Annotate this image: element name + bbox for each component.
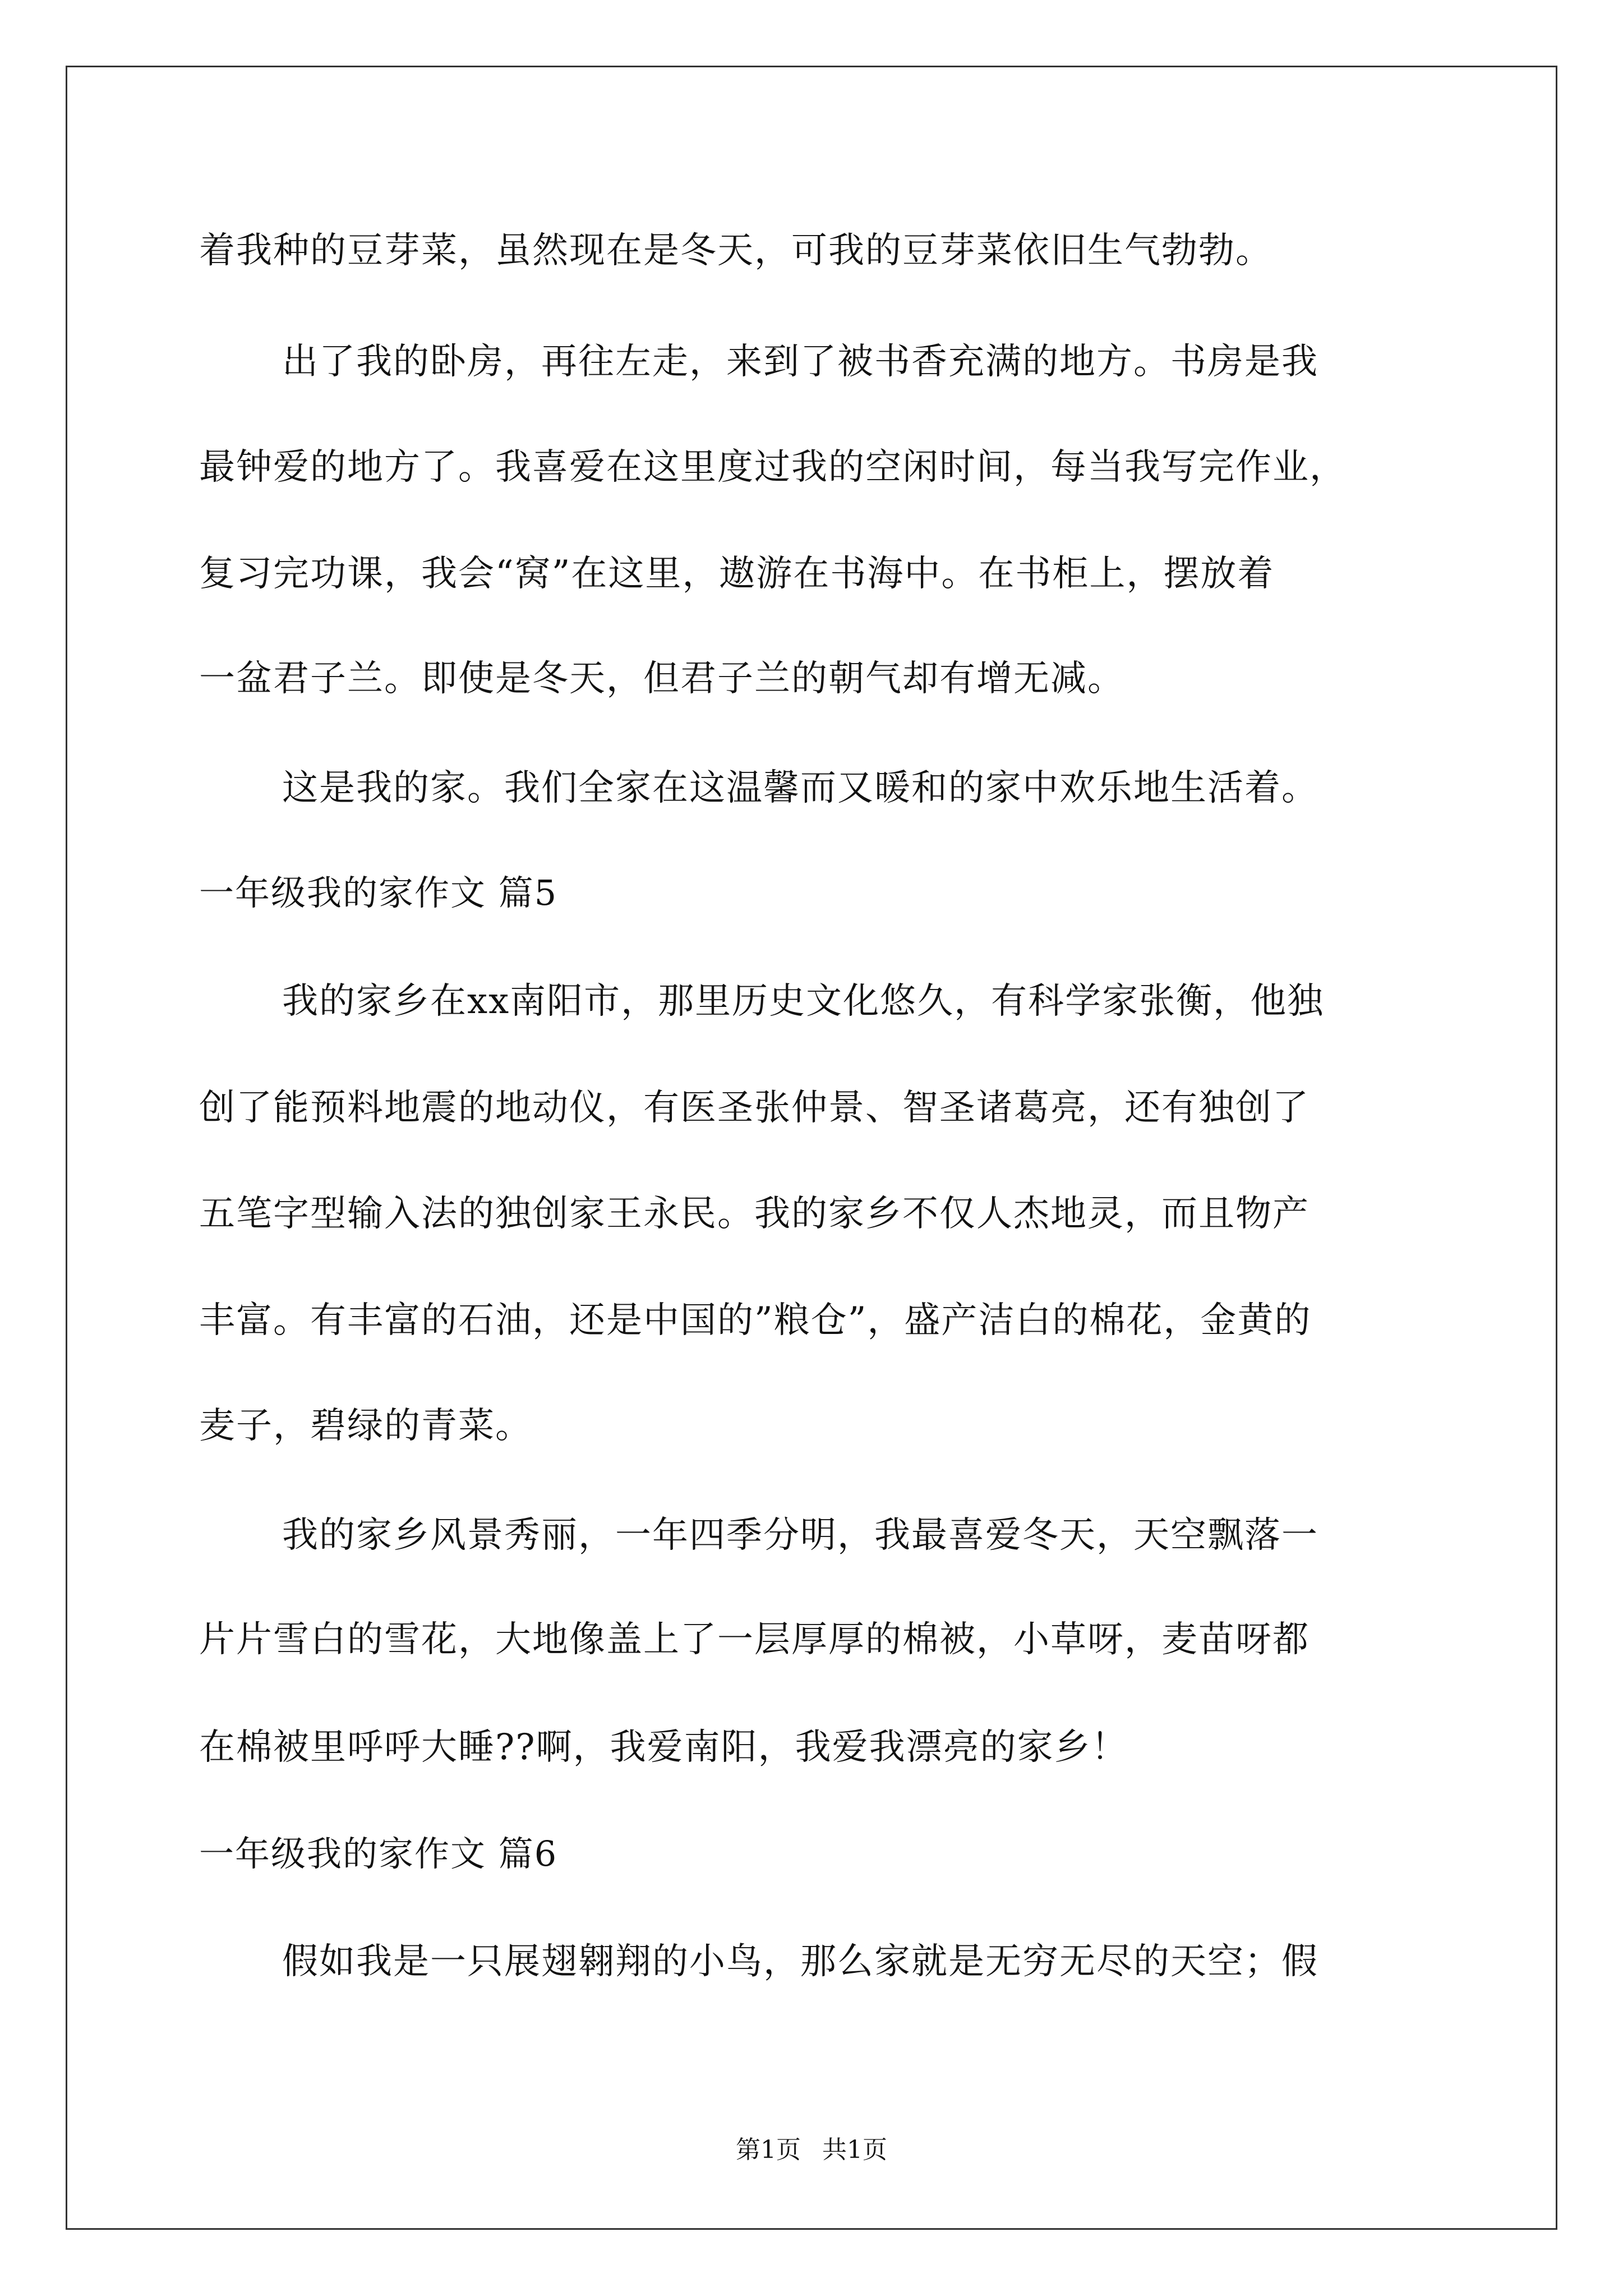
text-line-2: 出了我的卧房，再往左走，来到了被书香充满的地方。书房是我 <box>282 341 1318 383</box>
text-line-4: 复习完功课，我会“窝”在这里，遨游在书海中。在书柜上，摆放着 <box>199 553 1275 595</box>
page-number: 第1页 <box>736 2136 801 2164</box>
text-line-9: 创了能预料地震的地动仪，有医圣张仲景、智圣诸葛亮，还有独创了 <box>199 1087 1310 1129</box>
text-line-3: 最钟爱的地方了。我喜爱在这里度过我的空闲时间，每当我写完作业， <box>199 447 1347 488</box>
text-line-10: 五笔字型输入法的独创家王永民。我的家乡不仅人杰地灵，而且物产 <box>199 1193 1310 1235</box>
page-border <box>66 66 1557 2230</box>
section-heading-5: 一年级我的家作文 篇5 <box>199 872 558 913</box>
text-line-1: 着我种的豆芽菜，虽然现在是冬天，可我的豆芽菜依旧生气勃勃。 <box>199 230 1272 272</box>
page-total: 共1页 <box>822 2136 887 2164</box>
text-line-17: 假如我是一只展翅翱翔的小鸟，那么家就是无穷无尽的天空；假 <box>282 1941 1318 1982</box>
text-line-12: 麦子，碧绿的青菜。 <box>199 1405 532 1447</box>
text-line-13: 我的家乡风景秀丽，一年四季分明，我最喜爱冬天，天空飘落一 <box>282 1515 1318 1556</box>
text-line-6: 这是我的家。我们全家在这温馨而又暖和的家中欢乐地生活着。 <box>282 767 1318 809</box>
section-heading-6: 一年级我的家作文 篇6 <box>199 1833 558 1874</box>
text-line-5: 一盆君子兰。即使是冬天，但君子兰的朝气却有增无减。 <box>199 658 1124 700</box>
text-line-15: 在棉被里呼呼大睡??啊，我爱南阳，我爱我漂亮的家乡！ <box>199 1727 1128 1768</box>
text-line-14: 片片雪白的雪花，大地像盖上了一层厚厚的棉被，小草呀，麦苗呀都 <box>199 1619 1310 1660</box>
page-footer <box>0 2134 1623 2166</box>
text-line-11: 丰富。有丰富的石油，还是中国的”粮仓”，盛产洁白的棉花，金黄的 <box>199 1300 1312 1341</box>
text-line-8: 我的家乡在xx南阳市，那里历史文化悠久，有科学家张衡，他独 <box>282 981 1325 1022</box>
